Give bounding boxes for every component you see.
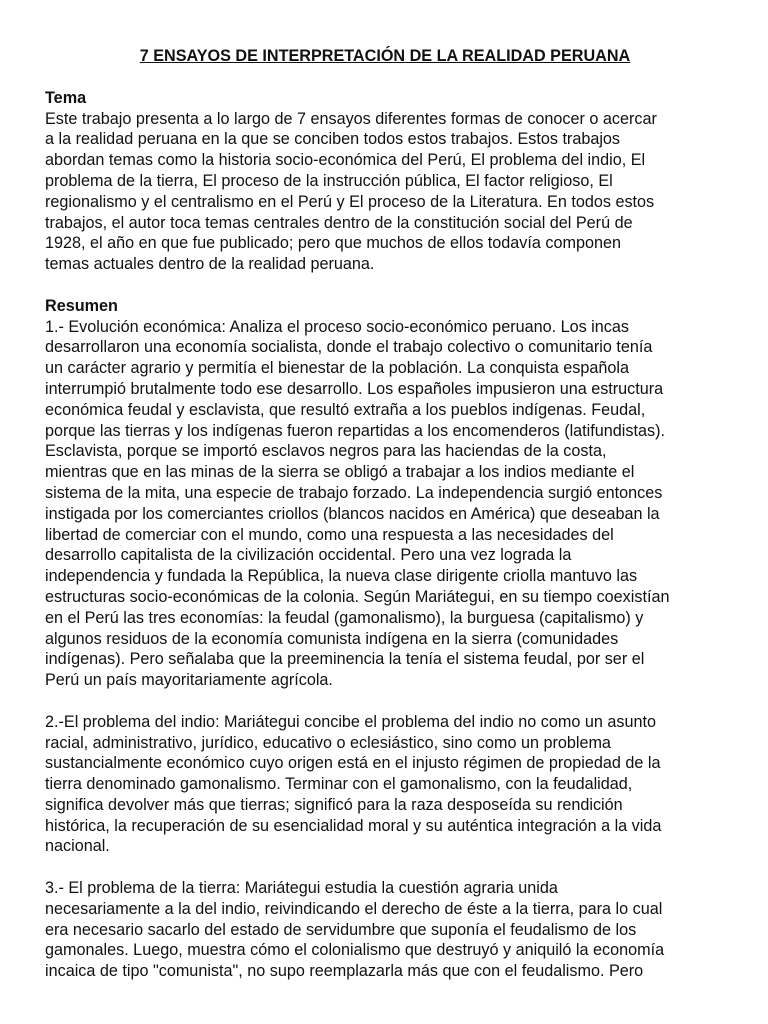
text-line: Perú un país mayoritariamente agrícola. [45, 671, 333, 690]
text-line: porque las tierras y los indígenas fueron repartidas a los encomenderos (latifundistas). [45, 421, 665, 440]
text-line: temas actuales dentro de la realidad peruana. [45, 255, 375, 274]
text-line: económica feudal y esclavista, que resultó extraña a los pueblos indígenas. Feudal, [45, 400, 646, 419]
text-line: estructuras socio-económicas de la colonia. Según Mariátegui, en su tiempo coexistían [45, 587, 670, 606]
text-line: algunos residuos de la economía comunista indígena en la sierra (comunidades [45, 629, 619, 648]
text-line: independencia y fundada la República, la nueva clase dirigente criolla mantuvo las [45, 567, 638, 586]
text-line: 1.- Evolución económica: Analiza el proceso socio-económico peruano. Los incas [45, 317, 629, 336]
section-resumen [45, 296, 725, 982]
document-title: 7 ENSAYOS DE INTERPRETACIÓN DE LA REALIDAD PERUANA [139, 47, 631, 65]
text-line: en el Perú las tres economías: la feudal (gamonalismo), la burguesa (capitalismo) y [45, 608, 644, 627]
text-line: significa devolver más que tierras; significó para la raza desposeída su rendición [45, 795, 623, 814]
text-line: sistema de la mita, una especie de trabajo forzado. La independencia surgió entonces [45, 483, 663, 502]
paragraph-evolucion-economica [45, 317, 725, 691]
text-line: trabajos, el autor toca temas centrales dentro de la constitución social del Perú de [45, 213, 633, 232]
text-line: necesariamente a la del indio, reivindicando el derecho de éste a la tierra, para lo cual [45, 899, 663, 918]
text-line: 2.-El problema del indio: Mariátegui concibe el problema del indio no como un asunto [45, 712, 656, 731]
text-line: sustancialmente económico cuyo origen está en el injusto régimen de propiedad de la [45, 754, 661, 773]
paragraph-tema [45, 109, 725, 275]
text-line: abordan temas como la historia socio-económica del Perú, El problema del indio, El [45, 151, 646, 170]
text-line: libertad de comerciar con el mundo, como una respuesta a las necesidades del [45, 525, 614, 544]
text-line: desarrollo capitalista de la civilización occidental. Pero una vez lograda la [45, 546, 572, 565]
paragraph-problema-de-la-tierra [45, 878, 725, 982]
text-line: regionalismo y el centralismo en el Perú y El proceso de la Literatura. En todos estos [45, 192, 655, 211]
text-line: a la realidad peruana en la que se conciben todos estos trabajos. Estos trabajos [45, 130, 621, 149]
text-line: racial, administrativo, jurídico, educativo o eclesiástico, sino como un problema [45, 733, 611, 752]
text-line: 1928, el año en que fue publicado; pero que muchos de ellos todavía componen [45, 234, 621, 253]
section-tema [45, 88, 725, 275]
section-heading-tema: Tema [45, 88, 87, 107]
text-line: tierra denominado gamonalismo. Terminar con el gamonalismo, con la feudalidad, [45, 775, 633, 794]
text-line: Este trabajo presenta a lo largo de 7 ensayos diferentes formas de conocer o acercar [45, 109, 657, 128]
text-line: indígenas). Pero señalaba que la preeminencia la tenía el sistema feudal, por ser el [45, 650, 645, 669]
section-heading-resumen: Resumen [45, 296, 118, 315]
text-line: era necesario sacarlo del estado de servidumbre que suponía el feudalismo de los [45, 920, 637, 939]
paragraph-problema-del-indio [45, 712, 725, 858]
text-line: mientras que en las minas de la sierra se obligó a trabajar a los indios mediante el [45, 463, 635, 482]
text-line: nacional. [45, 837, 110, 856]
text-line: interrumpió brutalmente todo ese desarrollo. Los españoles impusieron una estructura [45, 379, 664, 398]
text-line: instigada por los comerciantes criollos (blancos nacidos en América) que deseaban la [45, 504, 660, 523]
text-line: histórica, la recuperación de su esencialidad moral y su auténtica integración a la vida [45, 816, 662, 835]
text-line: gamonales. Luego, muestra cómo el colonialismo que destruyó y aniquiló la economía [45, 941, 665, 960]
text-line: problema de la tierra, El proceso de la instrucción pública, El factor religioso, El [45, 171, 613, 190]
text-line: desarrollaron una economía socialista, donde el trabajo colectivo o comunitario tenía [45, 338, 653, 357]
text-line: Esclavista, porque se importó esclavos negros para las haciendas de la costa, [45, 442, 607, 461]
document-page [45, 46, 725, 982]
text-line: 3.- El problema de la tierra: Mariátegui estudia la cuestión agraria unida [45, 879, 558, 898]
text-line: un carácter agrario y permitía el bienestar de la población. La conquista española [45, 359, 630, 378]
text-line: incaica de tipo "comunista", no supo reemplazarla más que con el feudalismo. Pero [45, 962, 644, 981]
